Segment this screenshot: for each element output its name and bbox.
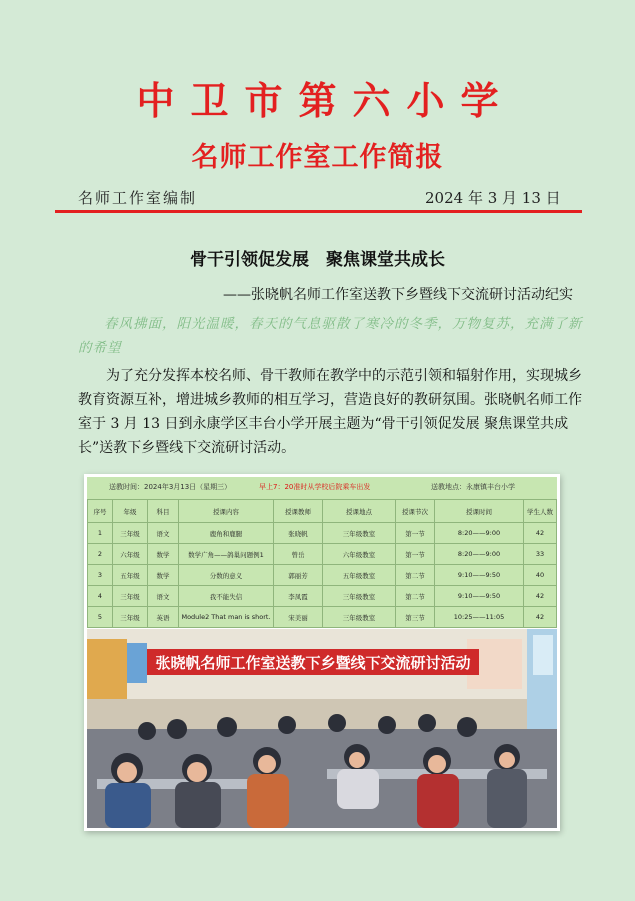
column-header: 授课教师 (274, 500, 323, 523)
column-header: 科目 (148, 500, 179, 523)
header-divider (55, 210, 582, 213)
classroom-photo (87, 629, 557, 828)
table-cell: 三年级 (113, 523, 148, 544)
table-cell: 宋美丽 (274, 607, 323, 628)
schedule-table-image (87, 477, 557, 627)
issue-date: 2024 年 3 月 13 日 (425, 189, 561, 207)
table-row (88, 565, 557, 586)
table-cell: 我不能失信 (179, 586, 274, 607)
table-cell: 曾岳 (274, 544, 323, 565)
table-cell: 42 (524, 586, 557, 607)
table-cell: 郭丽芳 (274, 565, 323, 586)
banner-text: 张晓帆名师工作室送教下乡暨线下交流研讨活动 (155, 654, 471, 672)
table-row (88, 607, 557, 628)
table-cell: 1 (88, 523, 113, 544)
schedule-note: 早上7：20准时从学校后院乘车出发 (259, 483, 371, 491)
table-cell: 数学广角——鸽巢问题例1 (179, 544, 274, 565)
table-row (88, 586, 557, 607)
article-headline: 骨干引领促发展 聚焦课堂共成长 (190, 250, 445, 270)
schedule-time: 送教时间：2024年3月13日（星期三） (109, 483, 232, 491)
table-cell: 六年级 (113, 544, 148, 565)
table-cell: 三年级 (113, 607, 148, 628)
column-header: 授课地点 (323, 500, 396, 523)
column-header: 授课内容 (179, 500, 274, 523)
table-cell: 42 (524, 607, 557, 628)
editor-label: 名师工作室编制 (78, 189, 198, 207)
table-cell: 2 (88, 544, 113, 565)
table-cell: 分数的意义 (179, 565, 274, 586)
article-body: 为了充分发挥本校名师、骨干教师在教学中的示范引领和辐射作用，实现城乡教育资源互补，增进城乡教师的相互学习，营造良好的教研氛围。张晓帆名师工作室于 3 月 13 日到永康学区丰台小学开展主题为“骨干引领促发展 聚焦课堂共成长”送教下乡暨线下交流研讨活动。 (78, 368, 582, 456)
table-cell: 第二节 (396, 565, 435, 586)
table-cell: 语文 (148, 523, 179, 544)
table-row (88, 523, 557, 544)
schedule-table (87, 499, 557, 628)
table-cell: 三年级教室 (323, 607, 396, 628)
table-cell: 英语 (148, 607, 179, 628)
table-cell: 9:10——9:50 (435, 586, 524, 607)
column-header: 序号 (88, 500, 113, 523)
table-cell: 40 (524, 565, 557, 586)
article-lead (78, 312, 586, 360)
school-name: 中卫市第六小学 (136, 78, 515, 123)
table-cell: 鹿角和鹿腿 (179, 523, 274, 544)
table-cell: 第一节 (396, 544, 435, 565)
table-cell: 三年级教室 (323, 523, 396, 544)
table-cell: 9:10——9:50 (435, 565, 524, 586)
table-cell: 语文 (148, 586, 179, 607)
table-cell: 8:20——9:00 (435, 523, 524, 544)
schedule-place: 送教地点：永康镇丰台小学 (431, 483, 515, 491)
table-cell: Module2 That man is short. (179, 607, 274, 628)
column-header: 年级 (113, 500, 148, 523)
schedule-header (87, 477, 557, 497)
column-header: 授课时间 (435, 500, 524, 523)
table-cell: 数学 (148, 565, 179, 586)
column-header: 授课节次 (396, 500, 435, 523)
table-cell: 3 (88, 565, 113, 586)
table-cell: 4 (88, 586, 113, 607)
column-header: 学生人数 (524, 500, 557, 523)
table-cell: 10:25——11:05 (435, 607, 524, 628)
table-cell: 5 (88, 607, 113, 628)
table-cell: 第三节 (396, 607, 435, 628)
article-subheadline: ——张晓帆名师工作室送教下乡暨线下交流研讨活动纪实 (223, 287, 573, 303)
table-cell: 42 (524, 523, 557, 544)
activity-photo (84, 474, 560, 831)
schedule-header-row (88, 500, 557, 523)
table-cell: 第二节 (396, 586, 435, 607)
table-cell: 五年级 (113, 565, 148, 586)
table-cell: 三年级 (113, 586, 148, 607)
table-cell: 数学 (148, 544, 179, 565)
bulletin-title: 名师工作室工作简报 (191, 142, 444, 173)
table-cell: 33 (524, 544, 557, 565)
table-cell: 李凤霞 (274, 586, 323, 607)
lead-text: 春风拂面，阳光温暖，春天的气息驱散了寒冷的冬季，万物复苏，充满了新的希望 (78, 316, 583, 356)
table-cell: 三年级教室 (323, 586, 396, 607)
table-cell: 张晓帆 (274, 523, 323, 544)
table-cell: 第一节 (396, 523, 435, 544)
table-cell: 五年级教室 (323, 565, 396, 586)
table-cell: 8:20——9:00 (435, 544, 524, 565)
table-row (88, 544, 557, 565)
table-cell: 六年级教室 (323, 544, 396, 565)
